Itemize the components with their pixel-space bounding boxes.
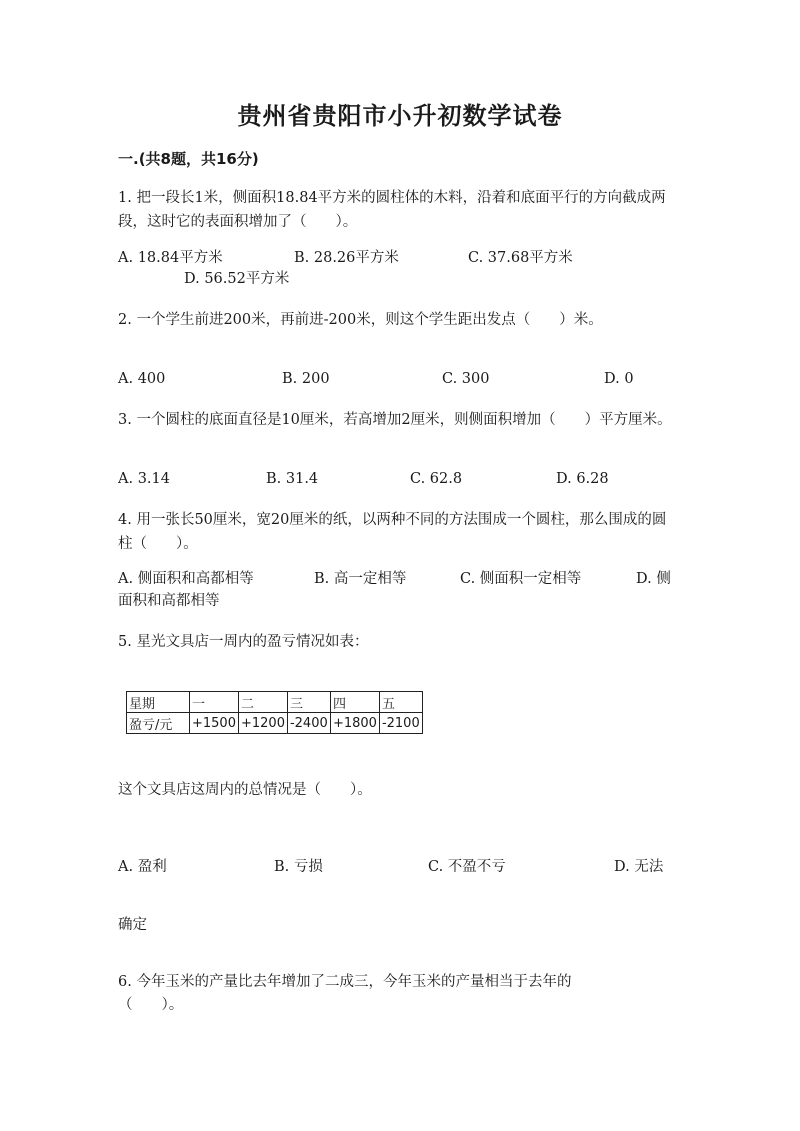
table-header-cell: 五 (379, 692, 422, 713)
question-2-option-d: D. 0 (604, 371, 634, 387)
question-1-option-b: B. 28.26平方米 (294, 250, 399, 266)
question-1-option-d: D. 56.52平方米 (184, 271, 290, 287)
table-header-cell: 星期 (127, 692, 190, 713)
question-1-text: 1. 把一段长1米，侧面积18.84平方米的圆柱体的木料，沿着和底面平行的方向截成两段，这时它的表面积增加了（ ）。 (118, 190, 666, 230)
table-cell: +1200 (238, 713, 287, 734)
question-6-text-line-1: 6. 今年玉米的产量比去年增加了二成三，今年玉米的产量相当于去年的 (118, 974, 572, 990)
question-2-option-b: B. 200 (282, 371, 330, 387)
question-3-option-a: A. 3.14 (118, 471, 170, 487)
question-2-option-c: C. 300 (442, 371, 490, 387)
question-3-option-c: C. 62.8 (410, 471, 463, 487)
question-5-option-d: D. 无法 (614, 859, 664, 875)
section-heading: 一.(共8题，共16分) (118, 150, 259, 168)
question-5-prompt: 这个文具店这周内的总情况是（ ）。 (118, 782, 372, 798)
table-cell: -2100 (379, 713, 422, 734)
question-3-text: 3. 一个圆柱的底面直径是10厘米，若高增加2厘米，则侧面积增加（ ）平方厘米。 (118, 412, 672, 428)
question-5-option-b: B. 亏损 (274, 859, 323, 875)
table-cell: +1500 (190, 713, 239, 734)
table-cell: -2400 (287, 713, 330, 734)
table-row (127, 713, 423, 734)
question-6-text-line-2: （ ）。 (118, 997, 184, 1013)
question-5-text: 5. 星光文具店一周内的盈亏情况如表： (118, 634, 369, 650)
question-3-option-d: D. 6.28 (556, 471, 609, 487)
question-2-option-a: A. 400 (118, 371, 166, 387)
table-header-cell: 一 (190, 692, 239, 713)
table-header-cell: 四 (330, 692, 379, 713)
question-1-option-a: A. 18.84平方米 (118, 250, 223, 266)
question-4-option-d-continued: 面积和高都相等 (118, 593, 220, 609)
question-4-option-d: D. 侧 (636, 571, 671, 587)
table-cell: +1800 (330, 713, 379, 734)
question-4-option-b: B. 高一定相等 (314, 571, 407, 587)
question-1-option-c: C. 37.68平方米 (468, 250, 573, 266)
table-cell: 盈亏/元 (127, 713, 190, 734)
question-2-text: 2. 一个学生前进200米，再前进-200米，则这个学生距出发点（ ）米。 (118, 312, 603, 328)
question-5-option-a: A. 盈利 (118, 859, 167, 875)
table-header-row (127, 692, 423, 713)
question-5-option-d-continued: 确定 (118, 917, 147, 933)
profit-loss-table (126, 691, 423, 734)
question-5-option-c: C. 不盈不亏 (428, 859, 506, 875)
question-4-option-a: A. 侧面积和高都相等 (118, 571, 254, 587)
question-3-option-b: B. 31.4 (266, 471, 319, 487)
question-4-option-c: C. 侧面积一定相等 (460, 571, 582, 587)
table-header-cell: 三 (287, 692, 330, 713)
question-4-text: 4. 用一张长50厘米，宽20厘米的纸，以两种不同的方法围成一个圆柱，那么围成的圆柱（ ）。 (118, 512, 667, 552)
table-header-cell: 二 (238, 692, 287, 713)
page-title: 贵州省贵阳市小升初数学试卷 (237, 102, 563, 130)
